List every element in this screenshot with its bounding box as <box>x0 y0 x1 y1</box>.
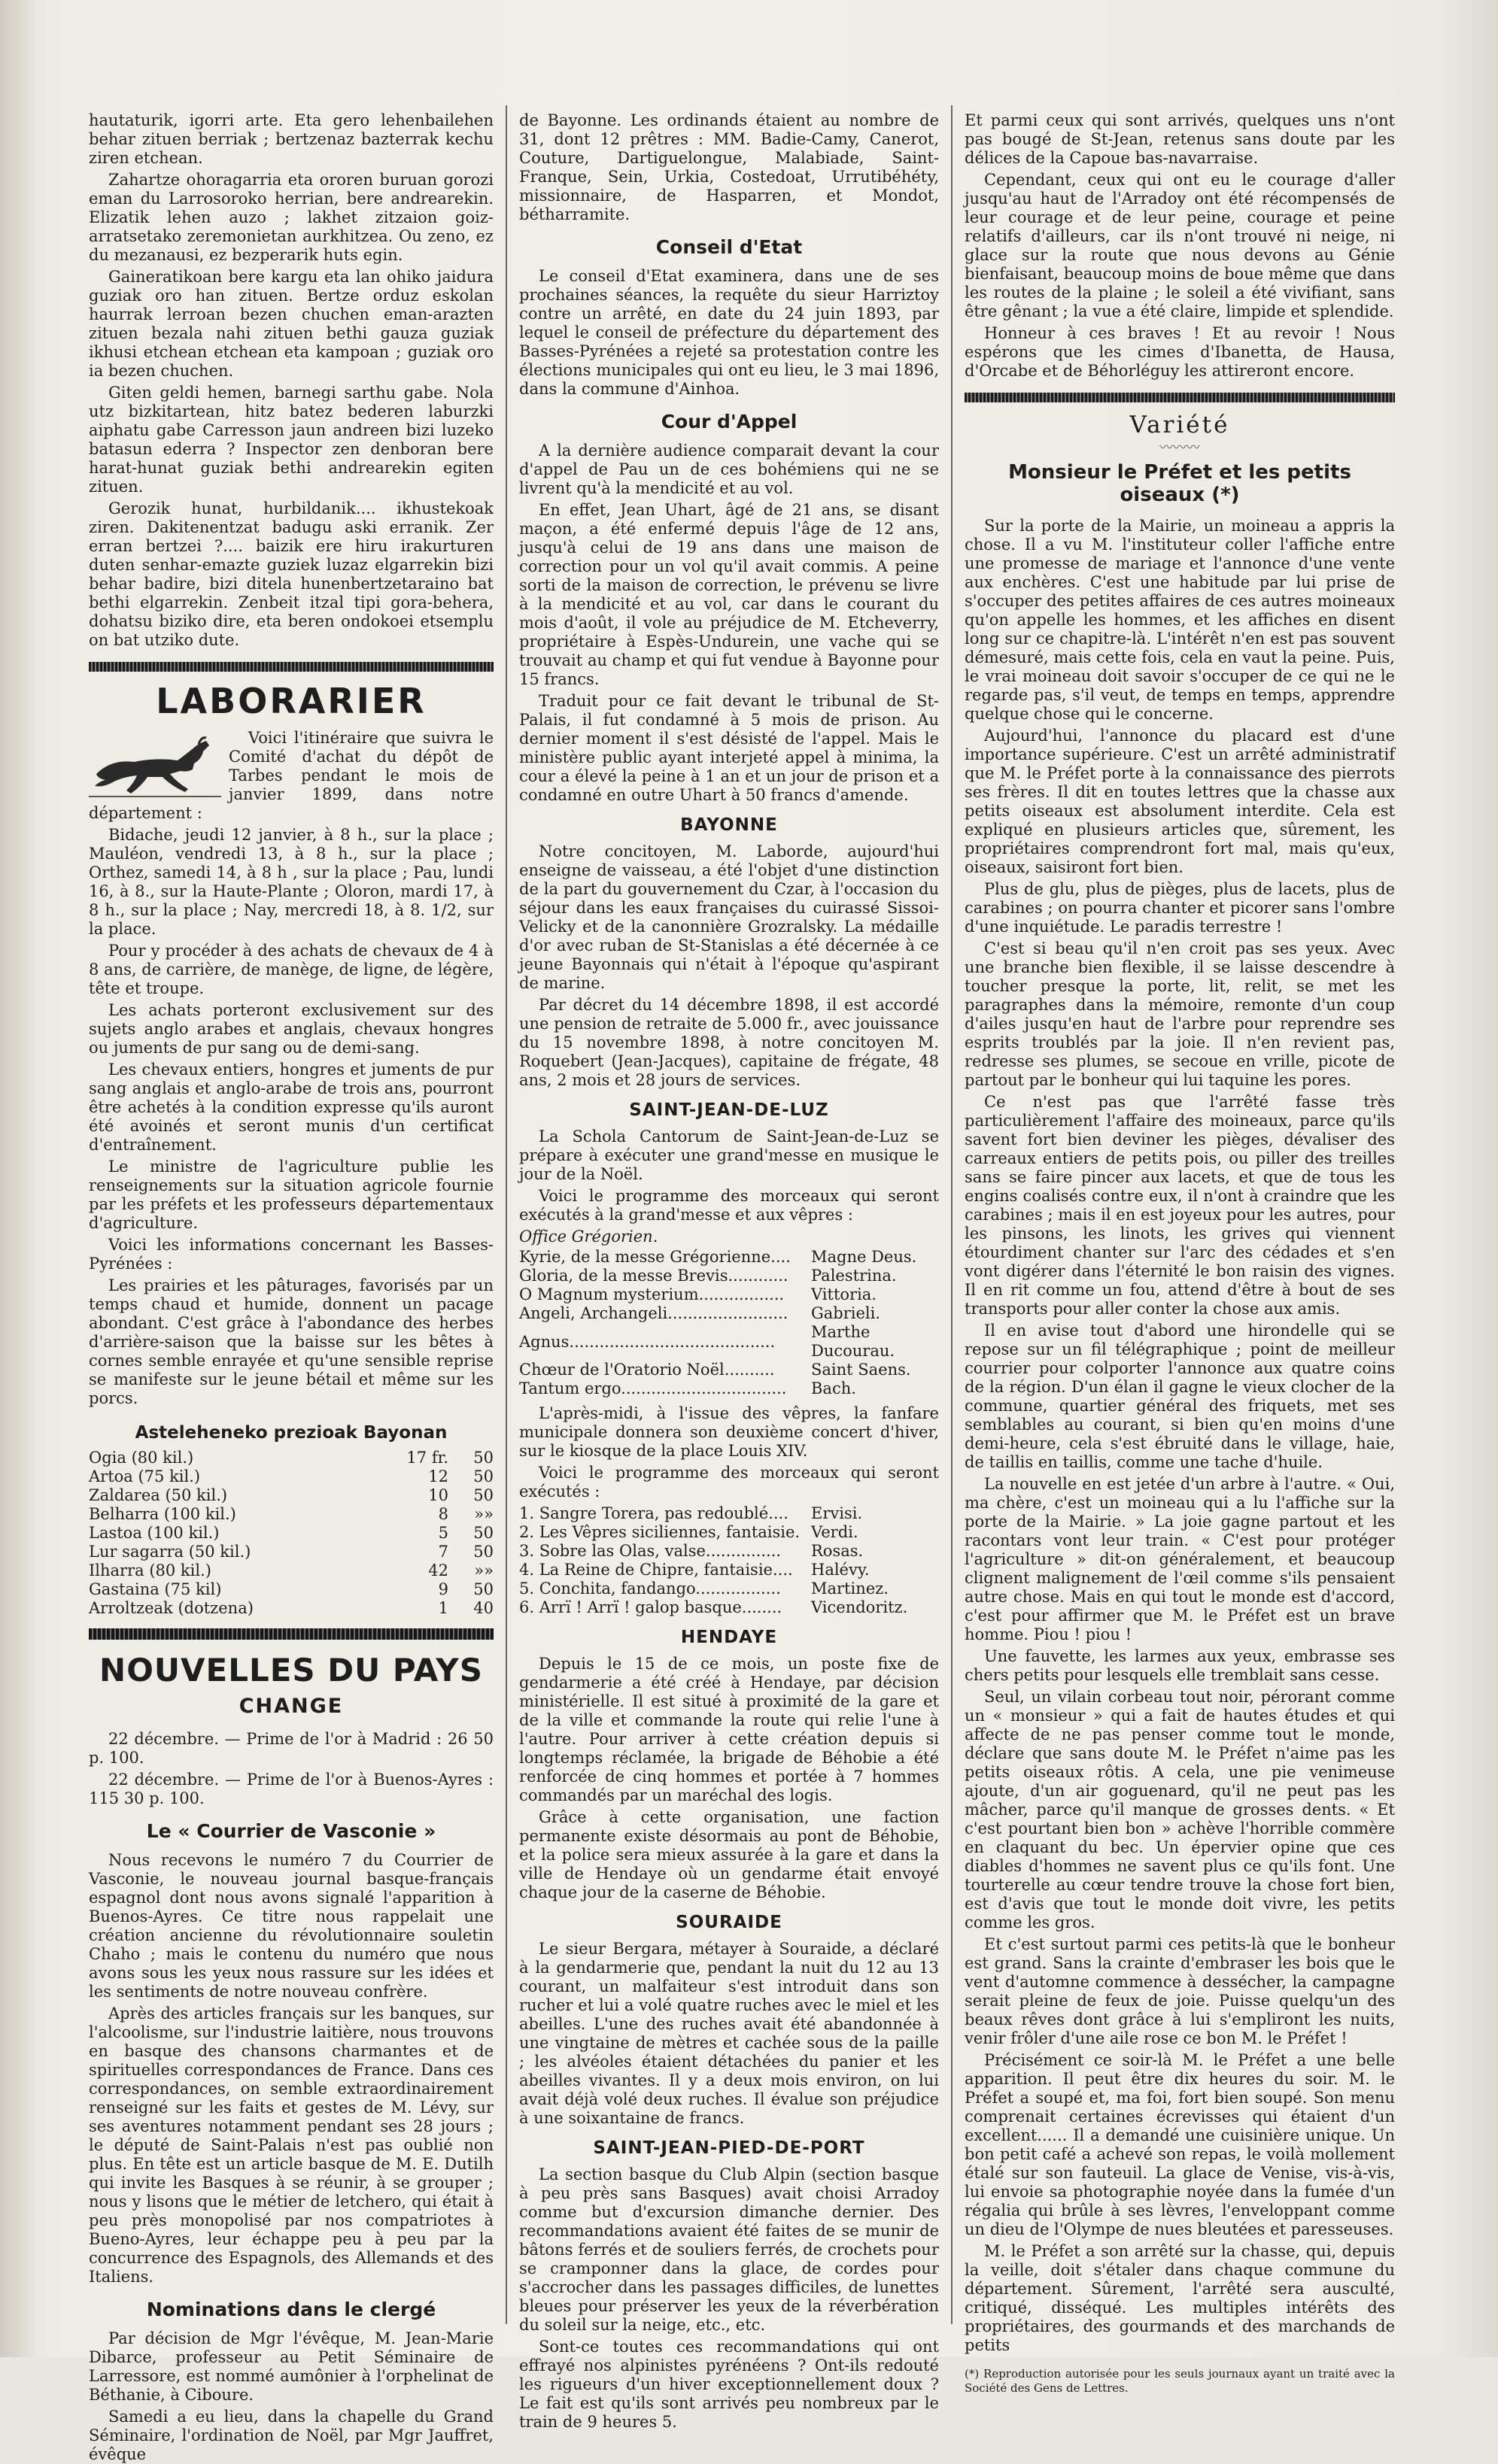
program-piece: Gloria, de la messe Brevis............ <box>519 1267 789 1285</box>
program-row <box>519 1285 939 1304</box>
program-row <box>519 1361 939 1379</box>
program-row <box>519 1379 939 1398</box>
paragraph: La section basque du Club Alpin (section basque à peu près sans Basques) avait choisi Arradoy comme but d'excursion dimanche dernier. Des recommandations avaient été faites de se munir de bâtons ferrés et de souliers ferrés, de crochets pour se cramponner dans la glace, de cordes pour s'accrocher dans les passages difficiles, de lunettes bleues pour préserver les yeux de la réverbération du soleil sur la neige, etc., etc. <box>519 2165 939 2334</box>
price-value: 5 <box>438 1524 448 1542</box>
office-label: Office Grégorien. <box>519 1227 658 1246</box>
price-cents: »» <box>474 1561 494 1579</box>
price-value: 1 <box>438 1599 448 1617</box>
price-row <box>89 1449 494 1467</box>
price-item: Ilharra (80 kil.) <box>89 1561 211 1579</box>
column-1 <box>89 111 494 2463</box>
program-table-concert <box>519 1504 939 1617</box>
price-item: Lur sagarra (50 kil.) <box>89 1543 251 1561</box>
price-item: Gastaina (75 kil) <box>89 1580 222 1598</box>
paragraph: Aujourd'hui, l'annonce du placard est d'une importance supérieure. C'est un arrêté administratif que M. le Préfet porte à la connaissance des pierrots ses frères. Il dit en toutes lettres que la chasse aux petits oiseaux est absolument interdite. Cela est expliqué en plusieurs articles que, sûrement, les propriétaires comprendront fort mal, mais qu'eux, oiseaux, saisiront fort bien. <box>965 727 1395 876</box>
price-item: Arroltzeak (dotzena) <box>89 1599 254 1617</box>
program-composer: Martinez. <box>811 1579 889 1598</box>
program-composer: Vicendoritz. <box>811 1598 908 1616</box>
paragraph: Seul, un vilain corbeau tout noir, pérorant comme un « monsieur » qui a fait de hautes études et qui affecte de ne pas penser comme tout le monde, déclare que sans doute M. le Préfet n'aime pas les petits oiseaux rôtis. A cela, une pie venimeuse ajoute, d'un air goguenard, qu'il ne peut pas les mâcher, parce qu'il manque de grosses dents. « Et c'est pourtant bien bon » achève l'horrible commère en claquant du bec. Un épervier opine que ces diables d'hommes ne savent plus ce qu'ils font. Une tourterelle au cœur tendre trouve la chose fort bien, est d'avis que tout le monde doit vivre, les petits comme les gros. <box>965 1688 1395 1931</box>
price-value: 12 <box>428 1467 448 1485</box>
program-row <box>519 1542 939 1561</box>
program-composer: Marthe Ducourau. <box>811 1323 895 1360</box>
price-item: Belharra (100 kil.) <box>89 1505 236 1523</box>
paragraph: Voici le programme des morceaux qui seront exécutés : <box>519 1464 939 1501</box>
price-value: 17 fr. <box>406 1449 448 1467</box>
program-piece: 6. Arrï ! Arrï ! galop basque........ <box>519 1598 782 1616</box>
paragraph: Cependant, ceux qui ont eu le courage d'aller jusqu'au haut de l'Arradoy ont été récompensés de leur courage et de leur peine, courage et peine relatifs d'ailleurs, car ils n'ont trouvé ni neige, ni glace sur la route que nous devons au Génie bienfaisant, beaucoup moins de boue même que dans les routes de la plaine ; le soleil a été vivifiant, sans être gênant ; la vue a été claire, limpide et splendide. <box>965 171 1395 320</box>
paragraph: La nouvelle en est jetée d'un arbre à l'autre. « Oui, ma chère, c'est un moineau qui a lu l'affiche sur la porte de la Mairie. » La joie gagne partout et les racontars vont leur train. « C'est pour protéger l'agriculture » dit-on généralement, et beaucoup clignent malignement de l'œil comme s'ils pensaient autre chose. Mais en qui tout le monde est d'accord, c'est pour affirmer que M. le Préfet est un brave homme. Piou ! piou ! <box>965 1475 1395 1643</box>
paragraph: La Schola Cantorum de Saint-Jean-de-Luz se prépare à exécuter une grand'messe en musique le jour de la Noël. <box>519 1127 939 1183</box>
paragraph: Bidache, jeudi 12 janvier, à 8 h., sur la place ; Mauléon, vendredi 13, à 8 h., sur la place ; Orthez, samedi 14, à 8 h , sur la place ; Pau, lundi 16, à 8., sur la Haute-Plante ; Oloron, mardi 17, à 8 h., sur la place ; Nay, mercredi 18, à 8. 1/2, sur la place. <box>89 826 494 938</box>
program-piece: 3. Sobre las Olas, valse............... <box>519 1542 782 1560</box>
price-row <box>89 1580 494 1599</box>
price-cents: 50 <box>473 1543 494 1561</box>
galloping-horse-icon <box>89 729 221 801</box>
price-item: Zaldarea (50 kil.) <box>89 1486 228 1504</box>
program-composer: Rosas. <box>811 1542 864 1560</box>
paragraph: Nous recevons le numéro 7 du Courrier de Vasconie, le nouveau journal basque-français espagnol dont nous avons signalé l'apparition à Buenos-Ayres. Ce titre nous rappelait une création ancienne du révolutionnaire souletin Chaho ; mais le contenu du numéro que nous avons sous les yeux nous rassure sur les idées et les sentiments de notre nouveau confrère. <box>89 1851 494 2001</box>
program-row <box>519 1304 939 1323</box>
program-row <box>519 1523 939 1542</box>
program-row <box>519 1561 939 1579</box>
program-piece: 5. Conchita, fandango................. <box>519 1579 781 1598</box>
program-composer: Saint Saens. <box>811 1361 911 1379</box>
price-item: Ogia (80 kil.) <box>89 1449 194 1467</box>
article-title-courrier: Le « Courrier de Vasconie » <box>146 1820 436 1842</box>
program-table-mass <box>519 1248 939 1398</box>
place-heading-bayonne: BAYONNE <box>680 815 778 835</box>
program-piece: O Magnum mysterium................. <box>519 1285 785 1303</box>
price-cents: 40 <box>473 1599 494 1617</box>
program-composer: Palestrina. <box>811 1267 897 1285</box>
program-row <box>519 1598 939 1617</box>
price-value: 42 <box>428 1561 448 1579</box>
paragraph: 22 décembre. — Prime de l'or à Madrid : 26 50 p. 100. <box>89 1730 494 1767</box>
price-cents: 50 <box>473 1486 494 1504</box>
program-composer: Halévy. <box>811 1561 870 1579</box>
price-item: Artoa (75 kil.) <box>89 1467 201 1485</box>
paragraph: Après des articles français sur les banques, sur l'alcoolisme, sur l'industrie laitière, nous trouvons en basque des chansons charmantes et de spirituelles correspondances de France. Dans ces correspondances, on semble extraordinairement renseigné sur les faits et gestes de M. Lévy, sur ses aventures notamment pendant ses 28 jours ; le député de Saint-Palais n'est pas oublié non plus. En tête est un article basque de M. E. Dutilh qui invite les Basques à se réunir, à se grouper ; nous y lisons que le métier de letchero, qui était à peu près monopolisé par nos compatriotes à Bueno-Ayres, leur échappe peu à peu par la concurrence des Espagnols, des Allemands et des Italiens. <box>89 2004 494 2286</box>
price-row <box>89 1599 494 1618</box>
paragraph: Pour y procéder à des achats de chevaux de 4 à 8 ans, de carrière, de manège, de ligne, de légère, tête et troupe. <box>89 942 494 997</box>
paragraph: Il en avise tout d'abord une hirondelle qui se repose sur un fil télégraphique ; point de meilleur courrier pour colporter l'annonce aux quatre coins de la région. D'un élan il gagne le vieux clocher de la commune, quartier général des friquets, met ses semblables au courant, si bien qu'en moins d'une demi-heure, cela s'est ébruité dans le village, haie, de taillis en taillis, comme une tache d'huile. <box>965 1322 1395 1471</box>
paragraph: Sont-ce toutes ces recommandations qui ont effrayé nos alpinistes pyrénéens ? Ont-ils redouté les rigueurs d'un hiver exceptionnellement doux ? Le fait est qu'ils sont arrivés peu nombreux par le train de 9 heures 5. <box>519 2338 939 2431</box>
paragraph: Les chevaux entiers, hongres et juments de pur sang anglais et anglo-arabe de trois ans, pourront être achetés à la condition expresse qu'ils auront été avoinés et seront munis d'un certificat d'entraînement. <box>89 1061 494 1154</box>
paragraph: Les achats porteront exclusivement sur des sujets anglo arabes et anglais, chevaux hongres ou juments de pur sang ou de demi-sang. <box>89 1001 494 1057</box>
paragraph: Ce n'est pas que l'arrêté fasse très particulièrement l'affaire des moineaux, parce qu'ils savent fort bien deviner les pièges, dévaliser des carreaux entiers de petits pois, ou piller des treilles sans se faire pincer aux lacets, et que de tous les engins coalisés contre eux, il n'ont à craindre que les carabines ; mais il en est joyeux pour les autres, pour les pinsons, les linots, les grives qui viennent étourdiment chanter sur l'arc des cédades et s'en vont digérer dans l'éternité le bon raisin des vignes. Il en rit comme un fou, attend d'être à bout de ses transports pour aller conter la chose aux amis. <box>965 1093 1395 1318</box>
place-heading-saint-jean-pied-de-port: SAINT-JEAN-PIED-DE-PORT <box>593 2138 865 2158</box>
paragraph: Les prairies et les pâturages, favorisés par un temps chaud et humide, donnent un pacage abondant. C'est grâce à l'abondance des herbes d'arrière-saison que la baisse sur les bêtes à cornes semble enrayée et qu'une sensible reprise se manifeste sur le jeune bétail et même sur les porcs. <box>89 1276 494 1407</box>
article-title-cour: Cour d'Appel <box>661 411 798 432</box>
footnote: (*) Reproduction autorisée pour les seuls journaux ayant un traité avec la Société des Gens de Lettres. <box>965 2367 1395 2395</box>
column-3 <box>965 111 1395 2395</box>
program-row <box>519 1579 939 1598</box>
paragraph: L'après-midi, à l'issue des vêpres, la fanfare municipale donnera son deuxième concert d'hiver, sur le kiosque de la place Louis XIV. <box>519 1404 939 1460</box>
paragraph: Notre concitoyen, M. Laborde, aujourd'hui enseigne de vaisseau, a été l'objet d'une distinction de la part du gouvernement du Czar, à l'occasion du séjour dans les eaux françaises du cuirassé Sissoi-Velicky et de la canonnière Grozralsky. La médaille d'or avec ruban de St-Stanislas a été décernée à ce jeune Bayonnais qui n'était à l'époque qu'aspirant de marine. <box>519 842 939 992</box>
paragraph: de Bayonne. Les ordinands étaient au nombre de 31, dont 12 prêtres : MM. Badie-Camy, Canerot, Couture, Dartiguelongue, Malabiade, Saint-Franque, Sein, Urkia, Costedoat, Urrutibéhéty, missionnaire, de Hasparren, et Mondot, bétharramite. <box>519 111 939 223</box>
paragraph: Samedi a eu lieu, dans la chapelle du Grand Séminaire, l'ordination de Noël, par Mgr Jauffret, évêque <box>89 2408 494 2463</box>
paragraph: Traduit pour ce fait devant le tribunal de St-Palais, il fut condamné à 5 mois de prison. Au dernier moment il s'est désisté de l'appel. Mais le ministère public ayant interjeté appel à minima, la cour a élevé la peine à 1 an et un jour de prison et a condamné en outre Uhart à 50 francs d'amende. <box>519 692 939 804</box>
section-divider <box>89 1628 494 1640</box>
paragraph: En effet, Jean Uhart, âgé de 21 ans, se disant maçon, a été enfermé depuis l'âge de 12 ans, jusqu'à celui de 19 ans dans une maison de correction pour un vol qu'il avait commis. A peine sorti de la maison de correction, le prévenu se livre à la mendicité et au vol, car dans le courant du mois d'août, il vole au préjudice de M. Etcheverry, propriétaire à Espès-Undurein, une vache qui se trouvait au champ et qui fut vendue à Bayonne pour 15 francs. <box>519 501 939 688</box>
article-title-nominations: Nominations dans le clergé <box>146 2299 436 2320</box>
column-2 <box>519 111 939 2431</box>
program-row <box>519 1323 939 1361</box>
paragraph: Une fauvette, les larmes aux yeux, embrasse ses chers petits pour lesquels elle tremblait sans cesse. <box>965 1647 1395 1684</box>
paragraph: A la dernière audience comparait devant la cour d'appel de Pau un de ces bohémiens qui ne se livrent qu'à la mendicité et au vol. <box>519 442 939 497</box>
place-heading-hendaye: HENDAYE <box>680 1628 778 1647</box>
paragraph: Sur la porte de la Mairie, un moineau a appris la chose. Il a vu M. l'instituteur coller l'affiche entre une promesse de mariage et l'annonce d'une vente aux enchères. C'est une habitude par lui prise de s'occuper des petites affaires de ces autres moineaux qu'on appelle les hommes, et les affiches en disent long sur ce chapitre-là. L'intérêt n'en est pas souvent démesuré, mais cette fois, cela en vaut la peine. Puis, le vrai moineau doit savoir s'occuper de ce qui ne le regarde pas, s'il veut, de temps en temps, apprendre quelque chose qui le concerne. <box>965 517 1395 723</box>
price-value: 10 <box>428 1486 448 1504</box>
program-piece: Tantum ergo................................. <box>519 1379 787 1397</box>
paragraph: Voici les informations concernant les Basses-Pyrénées : <box>89 1236 494 1273</box>
program-piece: Angeli, Archangeli........................ <box>519 1304 789 1322</box>
ornament-swirl: 〰〰〰 <box>1159 440 1200 456</box>
price-cents: 50 <box>473 1449 494 1467</box>
prices-table <box>89 1449 494 1618</box>
price-cents: 50 <box>473 1524 494 1542</box>
section-divider <box>965 393 1395 402</box>
paragraph: Le sieur Bergara, métayer à Souraide, a déclaré à la gendarmerie que, pendant la nuit du 12 au 13 courant, un malfaiteur s'est introduit dans son rucher et lui a volé quatre ruches avec le miel et les abeilles. L'une des ruches avait été abandonnée à une vingtaine de mètres et cachée sous de la paille ; les alvéoles étaient détachées du panier et les abeilles vivantes. Il y a deux mois environ, on lui avait déjà volé deux ruches. Il évalue son préjudice à une soixantaine de francs. <box>519 1940 939 2127</box>
paragraph: C'est si beau qu'il n'en croit pas ses yeux. Avec une branche bien flexible, il se laisse descendre à toucher presque la porte, lit, relit, se met les paragraphes dans la mémoire, remonte d'un coup d'ailes jusqu'en haut de l'arbre pour reprendre ses esprits troublés par la joie. Il n'en revient pas, redresse ses plumes, se secoue en vrille, picote de partout par le bonheur qui lui taquine les pores. <box>965 939 1395 1089</box>
price-value: 7 <box>438 1543 448 1561</box>
program-composer: Vittoria. <box>811 1285 877 1303</box>
program-row <box>519 1267 939 1285</box>
price-row <box>89 1467 494 1486</box>
program-composer: Gabrieli. <box>811 1304 881 1322</box>
section-title-laborarier: LABORARIER <box>156 681 427 721</box>
program-composer: Ervisi. <box>811 1504 863 1522</box>
price-cents: »» <box>474 1505 494 1523</box>
price-row <box>89 1505 494 1524</box>
price-row <box>89 1486 494 1505</box>
paragraph: Le ministre de l'agriculture publie les renseignements sur la situation agricole fournie par les préfets et les professeurs départementaux d'agriculture. <box>89 1158 494 1232</box>
section-title-variete: Variété <box>1129 411 1230 438</box>
paragraph: Par décision de Mgr l'évêque, M. Jean-Marie Dibarce, professeur au Petit Séminaire de Larressore, est nommé aumônier à l'orphelinat de Béthanie, à Ciboure. <box>89 2329 494 2404</box>
paragraph: Précisément ce soir-là M. le Préfet a une belle apparition. Il peut être dix heures du soir. M. le Préfet a soupé et, ma foi, fort bien soupé. Son menu comprenait certaines écrevisses qui étaient d'un excellent...... Il a demandé une cuisinière unique. Un bon petit café a achevé son repas, le voilà mollement étalé sur son fauteuil. La glace de Venise, vis-à-vis, lui envoie sa photographie noyée dans la fumée d'un régalia qui brûle à ses lèvres, l'enveloppant comme un dieu de l'Olympe de nues bleutées et paresseuses. <box>965 2051 1395 2238</box>
paragraph: Le conseil d'Etat examinera, dans une de ses prochaines séances, la requête du sieur Harriztoy contre un arrêté, en date du 24 juin 1893, par lequel le conseil de préfecture du département des Basses-Pyrénées a rejeté sa protestation contre les élections municipales qui ont eu lieu, le 3 mai 1896, dans la commune d'Ainhoa. <box>519 267 939 398</box>
paragraph: Et parmi ceux qui sont arrivés, quelques uns n'ont pas bougé de St-Jean, retenus sans doute par les délices de la Capoue bas-navarraise. <box>965 111 1395 167</box>
feuilleton-title: Monsieur le Préfet et les petits oiseaux (*) <box>1008 461 1351 506</box>
paragraph: Gaineratikoan bere kargu eta lan ohiko jaidura guziak oro han zituen. Bertze orduz eskolan haurrak lerroan bezen chuchen eman-arazten zituen bezala nahi zituen bethi gauza guziak ikhusi etchean etchean eta kampoan ; guziak oro ia bezen chuchen. <box>89 268 494 380</box>
place-heading-saint-jean-de-luz: SAINT-JEAN-DE-LUZ <box>629 1100 829 1120</box>
program-row <box>519 1504 939 1523</box>
paragraph: Grâce à cette organisation, une faction permanente existe désormais au pont de Béhobie, et la police sera mieux assurée à la gare et dans la ville de Hendaye où un gendarme était envoyé chaque jour de la caserne de Béhobie. <box>519 1808 939 1901</box>
paragraph: M. le Préfet a son arrêté sur la chasse, qui, depuis la veille, doit s'étaler dans chaque commune du département. Sûrement, l'arrêté sera ausculté, critiqué, disséqué. Les multiples intérêts des propriétaires, des gourmands et des marchands de petits <box>965 2242 1395 2354</box>
section-divider <box>89 662 494 672</box>
program-piece: 1. Sangre Torera, pas redoublé.... <box>519 1504 789 1522</box>
price-value: 9 <box>438 1580 448 1598</box>
subsection-title-change: CHANGE <box>239 1695 344 1718</box>
paragraph: Et c'est surtout parmi ces petits-là que le bonheur est grand. Sans la crainte d'embraser les bois que le vent d'automne commence à dessécher, la campagne serait pleine de feux de joie. Puisse quelqu'un des beaux rêves dont grâce à lui s'empliront les nuits, venir frôler d'une aile rose ce bon M. le Préfet ! <box>965 1935 1395 2047</box>
paragraph: Gerozik hunat, hurbildanik.... ikhustekoak ziren. Dakitenentzat badugu aski erranik. Zer erran bertzei ?.... baizik ere hiru irakurturen duten senhar-emazte guziek luzaz elgarrekin bizi behar badire, bizi ditela hunenbertzetaraino bat bethi elgarrekin. Zenbeit itzal tipi gora-behera, dohatsu biziko dire, eta beren ondokoei etsemplu on bat utziko dute. <box>89 499 494 649</box>
program-composer: Magne Deus. <box>811 1248 917 1266</box>
price-row <box>89 1543 494 1561</box>
paragraph: Honneur à ces braves ! Et au revoir ! Nous espérons que les cimes d'Ibanetta, de Hausa, d'Orcabe et de Béhorléguy les attireront encore. <box>965 324 1395 380</box>
paragraph: Par décret du 14 décembre 1898, il est accordé une pension de retraite de 5.000 fr., avec jouissance du 15 novembre 1898, à notre concitoyen M. Roquebert (Jean-Jacques), capitaine de frégate, 48 ans, 2 mois et 28 jours de services. <box>519 996 939 1089</box>
paragraph: Plus de glu, plus de pièges, plus de lacets, plus de carabines ; on pourra chanter et picorer sans l'ombre d'une inquiétude. Le paradis terrestre ! <box>965 880 1395 936</box>
paragraph: Voici l'itinéraire que suivra le Comité d'achat du dépôt de Tarbes pendant le mois de janvier 1899, dans notre département : <box>89 729 494 822</box>
paragraph: Depuis le 15 de ce mois, un poste fixe de gendarmerie a été créé à Hendaye, par décision ministérielle. Il est situé à proximité de la gare et de la ville et commande la route qui relie l'une à l'autre. Pour arriver à cette création depuis si longtemps réclamée, la brigade de Béhobie a été renforcée de cinq hommes et portée à 7 hommes commandés par un maréchal des logis. <box>519 1655 939 1804</box>
section-title-nouvelles: NOUVELLES DU PAYS <box>99 1652 483 1689</box>
column-rule-2 <box>951 105 953 2324</box>
program-piece: 2. Les Vêpres siciliennes, fantaisie. <box>519 1523 801 1541</box>
program-piece: Chœur de l'Oratorio Noël.......... <box>519 1361 775 1379</box>
program-row <box>519 1248 939 1267</box>
program-piece: Agnus......................................... <box>519 1332 776 1351</box>
paragraph: 22 décembre. — Prime de l'or à Buenos-Ayres : 115 30 p. 100. <box>89 1771 494 1807</box>
prices-heading: Asteleheneko prezioak Bayonan <box>135 1423 448 1443</box>
price-value: 8 <box>438 1505 448 1523</box>
price-row <box>89 1524 494 1543</box>
program-piece: 4. La Reine de Chipre, fantaisie.... <box>519 1561 793 1579</box>
article-title-conseil: Conseil d'Etat <box>655 236 803 258</box>
program-piece: Kyrie, de la messe Grégorienne.... <box>519 1248 791 1266</box>
paragraph: Giten geldi hemen, barnegi sarthu gabe. Nola utz bizkitartean, hitz batez bederen laburzki aiphatu gabe Carresson jaun andreen bizi luzeko batasun ederra ? Inspector zen denboran bere harat-hunat guziak bethi andrearekin egiten zituen. <box>89 384 494 496</box>
price-cents: 50 <box>473 1467 494 1485</box>
program-composer: Bach. <box>811 1379 856 1397</box>
paragraph: Voici le programme des morceaux qui seront exécutés à la grand'messe et aux vêpres : <box>519 1187 939 1224</box>
paragraph: Zahartze ohoragarria eta ororen buruan gorozi eman du Larrosoroko herrian, bere andrearekin. Elizatik lehen auzo ; lakhet zitzaion goiz-arratsetako zeremonietan aurkhitzea. Ou zeno, ez du mezanausi, ez bezperarik huts egin. <box>89 171 494 264</box>
price-item: Lastoa (100 kil.) <box>89 1524 220 1542</box>
place-heading-souraide: SOURAIDE <box>676 1913 782 1932</box>
page-fold-edge <box>0 0 35 2357</box>
column-rule-1 <box>506 105 507 2324</box>
price-row <box>89 1561 494 1580</box>
program-composer: Verdi. <box>811 1523 858 1541</box>
paragraph: hautaturik, igorri arte. Eta gero lehenbailehen behar zituen berriak ; bertzenaz bazterrak kechu ziren etchean. <box>89 111 494 167</box>
price-cents: 50 <box>473 1580 494 1598</box>
